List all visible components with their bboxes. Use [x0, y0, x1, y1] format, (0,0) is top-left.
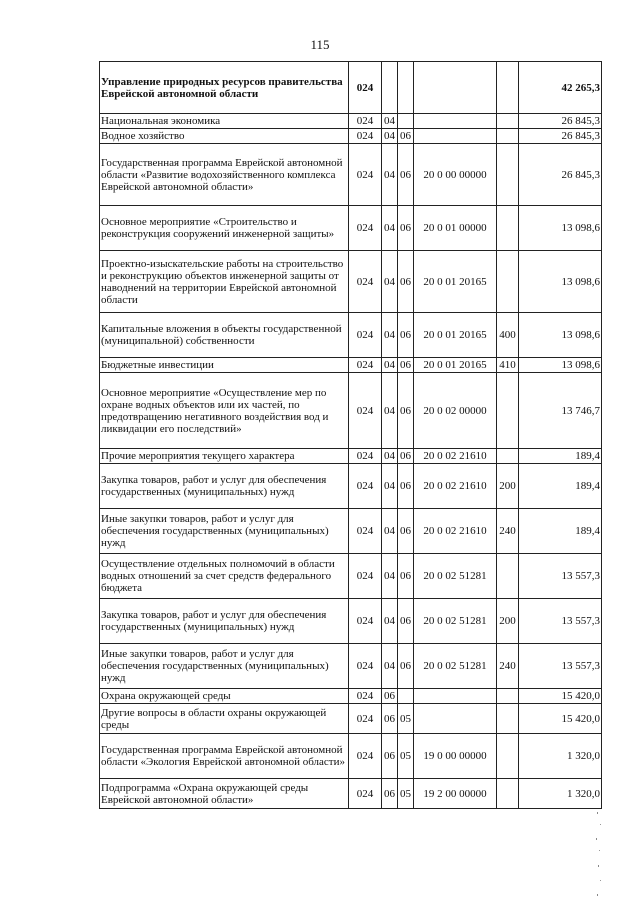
cell-csr: 20 0 01 20165 [414, 358, 497, 373]
cell-amount: 26 845,3 [519, 129, 602, 144]
cell-amount: 13 098,6 [519, 206, 602, 251]
cell-amount: 15 420,0 [519, 689, 602, 704]
cell-name: Проектно-изыскательские работы на строительство и реконструкцию объектов инженерной защиты от наводнений на территории Еврейской автономной области [100, 251, 349, 313]
cell-amount: 189,4 [519, 464, 602, 509]
cell-rz: 06 [382, 689, 398, 704]
table-row [100, 313, 602, 358]
cell-name: Государственная программа Еврейской автономной области «Развитие водохозяйственного комплекса Еврейской автономной области» [100, 144, 349, 206]
cell-name: Иные закупки товаров, работ и услуг для обеспечения государственных (муниципальных) нужд [100, 509, 349, 554]
cell-rz: 04 [382, 464, 398, 509]
table-row [100, 129, 602, 144]
table-row [100, 779, 602, 809]
cell-name: Капитальные вложения в объекты государственной (муниципальной) собственности [100, 313, 349, 358]
cell-csr: 20 0 01 20165 [414, 313, 497, 358]
cell-csr [414, 62, 497, 114]
cell-csr: 20 0 02 51281 [414, 554, 497, 599]
cell-amount: 13 098,6 [519, 251, 602, 313]
cell-rz: 04 [382, 313, 398, 358]
cell-gr: 024 [349, 644, 382, 689]
table-row [100, 62, 602, 114]
cell-amount: 42 265,3 [519, 62, 602, 114]
cell-csr: 20 0 01 20165 [414, 251, 497, 313]
cell-vr [497, 129, 519, 144]
cell-amount: 13 557,3 [519, 599, 602, 644]
cell-amount: 15 420,0 [519, 704, 602, 734]
cell-rz: 04 [382, 373, 398, 449]
cell-pr: 06 [398, 373, 414, 449]
cell-pr: 05 [398, 734, 414, 779]
table-row [100, 373, 602, 449]
cell-vr [497, 449, 519, 464]
cell-gr: 024 [349, 129, 382, 144]
cell-amount: 13 557,3 [519, 554, 602, 599]
cell-rz: 04 [382, 449, 398, 464]
cell-gr: 024 [349, 206, 382, 251]
cell-amount: 13 746,7 [519, 373, 602, 449]
cell-gr: 024 [349, 689, 382, 704]
table-body [100, 62, 602, 809]
cell-name: Основное мероприятие «Строительство и реконструкция сооружений инженерной защиты» [100, 206, 349, 251]
cell-rz: 04 [382, 251, 398, 313]
cell-csr [414, 689, 497, 704]
cell-amount: 189,4 [519, 509, 602, 554]
cell-vr [497, 62, 519, 114]
table-row [100, 704, 602, 734]
cell-pr: 06 [398, 644, 414, 689]
cell-vr: 200 [497, 464, 519, 509]
cell-gr: 024 [349, 599, 382, 644]
cell-amount: 1 320,0 [519, 779, 602, 809]
cell-name: Закупка товаров, работ и услуг для обеспечения государственных (муниципальных) нужд [100, 464, 349, 509]
cell-pr: 05 [398, 779, 414, 809]
cell-rz: 06 [382, 779, 398, 809]
cell-gr: 024 [349, 464, 382, 509]
cell-vr [497, 734, 519, 779]
cell-amount: 26 845,3 [519, 144, 602, 206]
cell-pr: 06 [398, 129, 414, 144]
cell-vr [497, 114, 519, 129]
cell-pr: 06 [398, 206, 414, 251]
table-row [100, 509, 602, 554]
cell-gr: 024 [349, 734, 382, 779]
cell-csr: 20 0 02 51281 [414, 599, 497, 644]
cell-gr: 024 [349, 144, 382, 206]
cell-name: Охрана окружающей среды [100, 689, 349, 704]
scan-specks [594, 810, 604, 900]
cell-rz: 04 [382, 554, 398, 599]
cell-pr: 05 [398, 704, 414, 734]
table-row [100, 114, 602, 129]
cell-gr: 024 [349, 779, 382, 809]
cell-rz: 04 [382, 509, 398, 554]
cell-pr: 06 [398, 599, 414, 644]
cell-name: Бюджетные инвестиции [100, 358, 349, 373]
cell-rz: 06 [382, 704, 398, 734]
cell-csr: 20 0 02 51281 [414, 644, 497, 689]
cell-amount: 13 098,6 [519, 358, 602, 373]
budget-table [99, 61, 602, 809]
cell-gr: 024 [349, 358, 382, 373]
cell-amount: 13 098,6 [519, 313, 602, 358]
cell-name: Прочие мероприятия текущего характера [100, 449, 349, 464]
cell-csr: 19 0 00 00000 [414, 734, 497, 779]
cell-gr: 024 [349, 704, 382, 734]
cell-vr: 240 [497, 509, 519, 554]
cell-name: Иные закупки товаров, работ и услуг для обеспечения государственных (муниципальных) нужд [100, 644, 349, 689]
cell-csr: 20 0 02 21610 [414, 509, 497, 554]
cell-vr: 240 [497, 644, 519, 689]
table-row [100, 554, 602, 599]
table-row [100, 464, 602, 509]
cell-pr: 06 [398, 313, 414, 358]
cell-gr: 024 [349, 251, 382, 313]
table-row [100, 358, 602, 373]
cell-name: Другие вопросы в области охраны окружающей среды [100, 704, 349, 734]
cell-csr: 20 0 02 21610 [414, 449, 497, 464]
cell-vr: 400 [497, 313, 519, 358]
cell-vr: 200 [497, 599, 519, 644]
cell-rz: 04 [382, 206, 398, 251]
cell-gr: 024 [349, 114, 382, 129]
cell-vr [497, 251, 519, 313]
cell-name: Государственная программа Еврейской автономной области «Экология Еврейской автономной области» [100, 734, 349, 779]
cell-amount: 189,4 [519, 449, 602, 464]
cell-amount: 26 845,3 [519, 114, 602, 129]
cell-gr: 024 [349, 509, 382, 554]
cell-pr: 06 [398, 449, 414, 464]
cell-pr [398, 114, 414, 129]
cell-vr [497, 206, 519, 251]
cell-pr: 06 [398, 251, 414, 313]
cell-rz: 04 [382, 144, 398, 206]
cell-gr: 024 [349, 313, 382, 358]
cell-rz: 04 [382, 599, 398, 644]
cell-name: Основное мероприятие «Осуществление мер по охране водных объектов или их частей, по предотвращению негативного воздействия вод и ликвидации его последствий» [100, 373, 349, 449]
cell-csr: 20 0 00 00000 [414, 144, 497, 206]
cell-rz: 04 [382, 358, 398, 373]
cell-gr: 024 [349, 554, 382, 599]
cell-amount: 13 557,3 [519, 644, 602, 689]
cell-gr: 024 [349, 373, 382, 449]
cell-gr: 024 [349, 449, 382, 464]
cell-vr [497, 144, 519, 206]
table-row [100, 689, 602, 704]
cell-pr: 06 [398, 554, 414, 599]
cell-csr: 20 0 01 00000 [414, 206, 497, 251]
cell-vr [497, 689, 519, 704]
cell-vr [497, 704, 519, 734]
cell-rz: 04 [382, 644, 398, 689]
cell-pr: 06 [398, 358, 414, 373]
cell-pr: 06 [398, 144, 414, 206]
cell-csr [414, 129, 497, 144]
cell-vr: 410 [497, 358, 519, 373]
cell-vr [497, 373, 519, 449]
page-number: 115 [310, 37, 330, 52]
table-row [100, 734, 602, 779]
table-row [100, 206, 602, 251]
cell-name: Закупка товаров, работ и услуг для обеспечения государственных (муниципальных) нужд [100, 599, 349, 644]
table-row [100, 599, 602, 644]
cell-rz: 06 [382, 734, 398, 779]
cell-rz: 04 [382, 129, 398, 144]
table-row [100, 144, 602, 206]
cell-name: Подпрограмма «Охрана окружающей среды Еврейской автономной области» [100, 779, 349, 809]
cell-pr: 06 [398, 464, 414, 509]
cell-name: Национальная экономика [100, 114, 349, 129]
table-row [100, 644, 602, 689]
cell-name: Осуществление отдельных полномочий в области водных отношений за счет средств федерального бюджета [100, 554, 349, 599]
cell-rz [382, 62, 398, 114]
cell-gr: 024 [349, 62, 382, 114]
cell-csr [414, 114, 497, 129]
cell-name: Водное хозяйство [100, 129, 349, 144]
cell-csr: 20 0 02 00000 [414, 373, 497, 449]
cell-vr [497, 779, 519, 809]
cell-pr [398, 62, 414, 114]
table-row [100, 251, 602, 313]
cell-rz: 04 [382, 114, 398, 129]
cell-pr: 06 [398, 509, 414, 554]
cell-amount: 1 320,0 [519, 734, 602, 779]
cell-name: Управление природных ресурсов правительства Еврейской автономной области [100, 62, 349, 114]
cell-vr [497, 554, 519, 599]
cell-csr [414, 704, 497, 734]
table-row [100, 449, 602, 464]
cell-csr: 19 2 00 00000 [414, 779, 497, 809]
cell-csr: 20 0 02 21610 [414, 464, 497, 509]
cell-pr [398, 689, 414, 704]
